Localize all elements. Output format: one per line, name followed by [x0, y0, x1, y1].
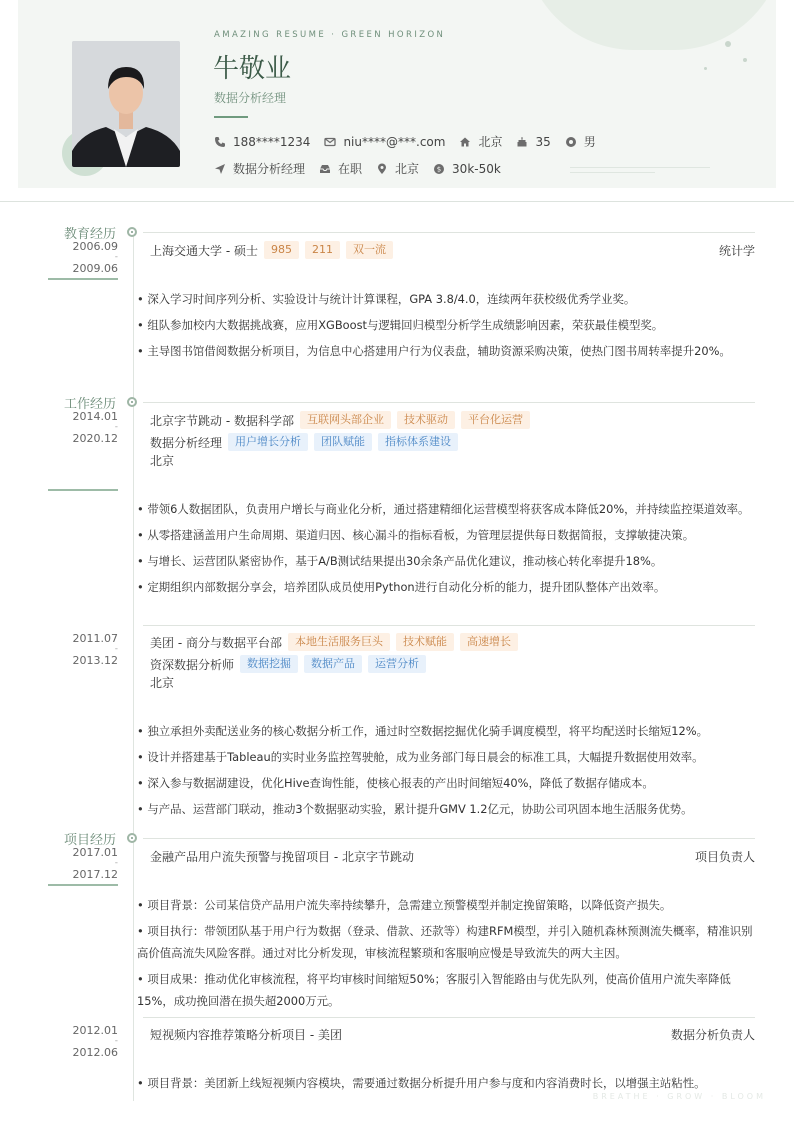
bullet-item: • 与产品、运营部门联动，推动3个数据驱动实验，累计提升GMV 1.2亿元，协助公司巩固本地生活服务优势。	[137, 802, 693, 816]
section-rule	[143, 232, 755, 233]
contact-row	[214, 133, 610, 150]
phone-icon	[214, 136, 226, 148]
role-tag: 数据产品	[304, 655, 362, 673]
section-rule	[143, 402, 755, 403]
school-name: 上海交通大学 - 硕士	[150, 243, 258, 258]
timeline-node	[127, 397, 137, 407]
bullet-item: • 带领6人数据团队，负责用户增长与商业化分析，通过搭建精细化运营模型将获客成本降低20%，并持续监控渠道效率。	[137, 502, 750, 516]
company-tag: 技术赋能	[396, 633, 454, 651]
target-role-item	[214, 160, 305, 177]
role-tag: 团队赋能	[314, 433, 372, 451]
role-tag: 运营分析	[368, 655, 426, 673]
hometown-item	[459, 133, 502, 150]
candidate-name: 牛敬业	[213, 54, 292, 84]
home-icon	[459, 136, 471, 148]
project-dates	[48, 847, 118, 880]
date-separator: -	[114, 644, 118, 654]
entry-rule	[143, 625, 755, 626]
project-bullets	[137, 894, 757, 1016]
salary-icon	[433, 163, 445, 175]
email-item	[324, 135, 445, 149]
date-separator: -	[114, 252, 118, 262]
candidate-title: 数据分析经理	[214, 91, 287, 105]
work-city: 北京	[150, 454, 175, 468]
section-underline	[48, 489, 118, 491]
age-item	[516, 135, 550, 149]
education-major: 统计学	[718, 244, 755, 258]
timeline-node	[127, 227, 137, 237]
entry-rule	[143, 1017, 755, 1018]
status-item	[319, 160, 362, 177]
project-dates	[48, 1025, 118, 1058]
email-text: niu****@***.com	[343, 134, 446, 149]
project-name: 金融产品用户流失预警与挽留项目 - 北京字节跳动	[150, 850, 414, 864]
decor-line	[570, 167, 710, 168]
bullet-item: • 项目成果：推动优化审核流程，将平均审核时间缩短50%；客服引入智能路由与优先队列，使高价值用户流失率降低15%，成功挽回潜在损失超2000万元。	[137, 972, 731, 1008]
section-rule	[143, 838, 755, 839]
bullet-item: • 项目背景：公司某信贷产品用户流失率持续攀升，急需建立预警模型并制定挽留策略，以降低资产损失。	[137, 898, 672, 912]
bullet-item: • 设计并搭建基于Tableau的实时业务监控驾驶舱，成为业务部门每日晨会的标准工具，大幅提升数据使用效率。	[137, 750, 704, 764]
school-tag: 211	[305, 241, 340, 259]
date-start: 2014.01	[72, 410, 118, 423]
date-end: 2012.06	[72, 1046, 118, 1059]
hometown-text: 北京	[478, 135, 503, 149]
gender-text: 男	[583, 135, 596, 149]
role-tag: 指标体系建设	[378, 433, 458, 451]
education-bullets	[137, 288, 757, 366]
bullet-item: • 定期组织内部数据分享会，培养团队成员使用Python进行自动化分析的能力，提升团队整体产出效率。	[137, 580, 666, 594]
role-tag: 用户增长分析	[228, 433, 308, 451]
job-intent-row	[214, 160, 515, 177]
person-avatar-icon	[72, 41, 180, 167]
work-dates	[48, 411, 118, 444]
work-bullets	[137, 498, 757, 602]
section-title-education: 教育经历	[63, 227, 116, 242]
role-line	[150, 433, 458, 451]
resume-eyebrow: AMAZING RESUME · GREEN HORIZON	[214, 30, 446, 40]
date-end: 2009.06	[72, 262, 118, 275]
section-underline	[48, 278, 118, 280]
salary-item	[433, 162, 501, 176]
company-tag: 本地生活服务巨头	[288, 633, 390, 651]
role-line	[150, 655, 426, 673]
date-end: 2017.12	[72, 868, 118, 881]
target-city-text: 北京	[395, 162, 420, 176]
company-name: 北京字节跳动 - 数据科学部	[150, 413, 294, 428]
company-heading	[150, 411, 530, 429]
svg-text:$: $	[436, 165, 442, 173]
company-tag: 技术驱动	[397, 411, 455, 429]
work-bullets	[137, 720, 757, 824]
target-city-item	[376, 160, 419, 177]
bullet-item: • 项目执行：带领团队基于用户行为数据（登录、借款、还款等）构建RFM模型，并引入随机森林预测流失概率，精准识别高价值高流失风险客群。通过对比分析发现，审核流程繁琐和客服响应慢是导致流失的两大主因。	[137, 924, 753, 960]
bullet-item: • 深入参与数据湖建设，优化Hive查询性能，使核心报表的产出时间缩短40%，降低了数据存储成本。	[137, 776, 654, 790]
accent-bar	[214, 116, 248, 118]
company-tag: 互联网头部企业	[300, 411, 391, 429]
bullet-item: • 项目背景：美团新上线短视频内容模块，需要通过数据分析提升用户参与度和内容消费时长，以增强主站粘性。	[137, 1076, 706, 1090]
work-dates	[48, 633, 118, 666]
section-title-projects: 项目经历	[63, 833, 116, 848]
header-divider	[0, 201, 794, 202]
timeline-rule	[133, 231, 134, 1101]
target-role-text: 数据分析经理	[233, 162, 306, 176]
project-role: 项目负责人	[694, 850, 755, 864]
decor-dot	[743, 58, 747, 62]
age-text: 35	[535, 134, 551, 149]
footer-watermark: BREATHE · GROW · BLOOM	[592, 1092, 766, 1101]
role-name: 资深数据分析师	[150, 657, 235, 672]
bullet-item: • 从零搭建涵盖用户生命周期、渠道归因、核心漏斗的指标看板，为管理层提供每日数据简报，支撑敏捷决策。	[137, 528, 695, 542]
role-tag: 数据挖掘	[240, 655, 298, 673]
phone-item	[214, 135, 310, 149]
company-name: 美团 - 商分与数据平台部	[150, 635, 282, 650]
cake-icon	[516, 136, 528, 148]
project-role: 数据分析负责人	[670, 1028, 755, 1042]
location-pin-icon	[376, 163, 388, 175]
school-tag: 985	[264, 241, 299, 259]
bullet-item: • 独立承担外卖配送业务的核心数据分析工作，通过时空数据挖掘优化骑手调度模型，将平均配送时长缩短12%。	[137, 724, 709, 738]
section-underline	[48, 884, 118, 886]
education-heading	[150, 241, 393, 259]
decor-line	[570, 172, 655, 173]
company-tag: 高速增长	[460, 633, 518, 651]
decor-dot	[725, 41, 731, 47]
mail-icon	[324, 136, 336, 148]
date-start: 2011.07	[72, 632, 118, 645]
date-separator: -	[114, 422, 118, 432]
date-start: 2012.01	[72, 1024, 118, 1037]
phone-text: 188****1234	[233, 134, 311, 149]
profile-photo	[72, 41, 180, 167]
send-icon	[214, 163, 226, 175]
bullet-item: • 深入学习时间序列分析、实验设计与统计计算课程，GPA 3.8/4.0，连续两年获校级优秀学业奖。	[137, 292, 636, 306]
school-tag: 双一流	[346, 241, 393, 259]
education-dates	[48, 241, 118, 274]
bullet-item: • 主导图书馆借阅数据分析项目，为信息中心搭建用户行为仪表盘，辅助资源采购决策，使热门图书周转率提升20%。	[137, 344, 731, 358]
date-start: 2006.09	[72, 240, 118, 253]
decor-dot	[704, 67, 707, 70]
section-title-work: 工作经历	[63, 397, 116, 412]
bullet-item: • 与增长、运营团队紧密协作，基于A/B测试结果提出30余条产品优化建议，推动核心转化率提升18%。	[137, 554, 663, 568]
date-start: 2017.01	[72, 846, 118, 859]
timeline-node	[127, 833, 137, 843]
date-end: 2020.12	[72, 432, 118, 445]
date-end: 2013.12	[72, 654, 118, 667]
company-tag: 平台化运营	[461, 411, 530, 429]
salary-text: 30k-50k	[452, 161, 501, 176]
project-name: 短视频内容推荐策略分析项目 - 美团	[150, 1028, 342, 1042]
gender-icon	[565, 136, 577, 148]
bullet-item: • 组队参加校内大数据挑战赛，应用XGBoost与逻辑回归模型分析学生成绩影响因素，荣获最佳模型奖。	[137, 318, 664, 332]
date-separator: -	[114, 1036, 118, 1046]
gender-item	[565, 133, 596, 150]
status-text: 在职	[338, 162, 363, 176]
inbox-icon	[319, 163, 331, 175]
work-city: 北京	[150, 676, 175, 690]
date-separator: -	[114, 858, 118, 868]
company-heading	[150, 633, 518, 651]
role-name: 数据分析经理	[150, 435, 223, 450]
